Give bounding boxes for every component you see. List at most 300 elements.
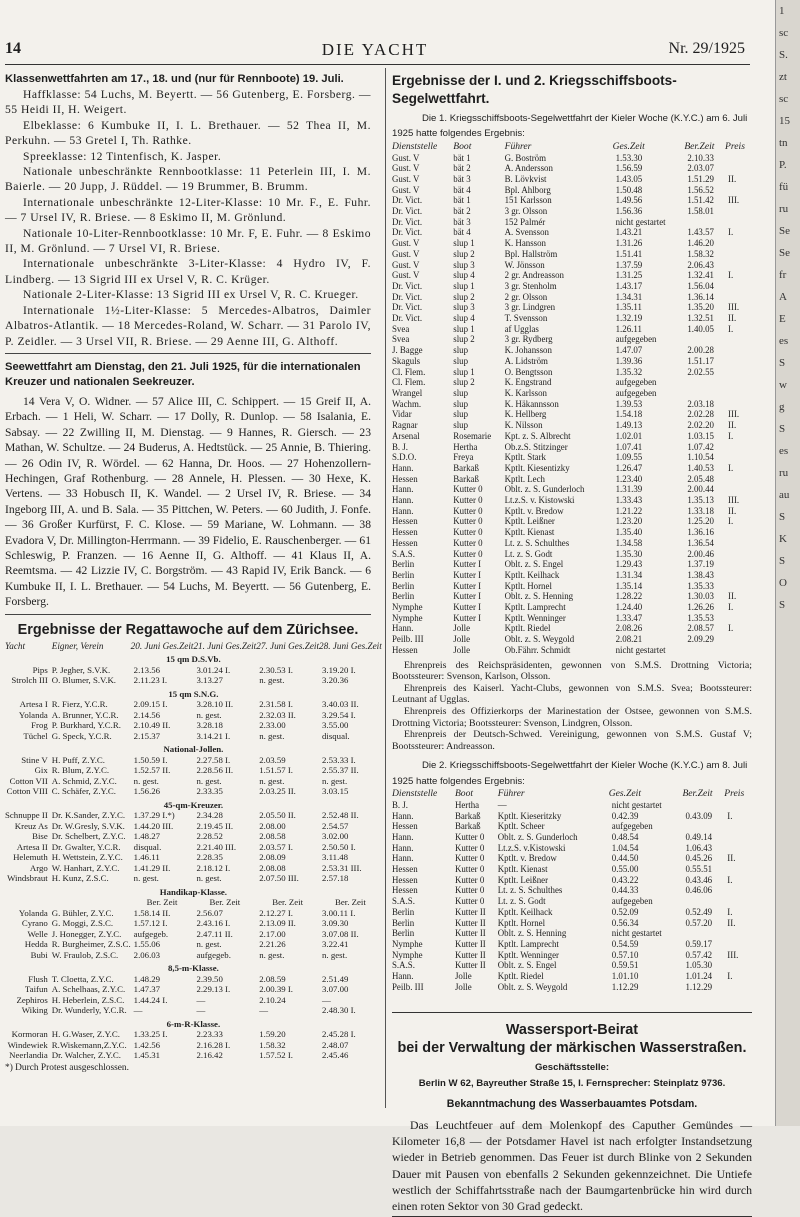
table-cell: Kutter 0: [454, 896, 485, 907]
table-cell: Neerlandia: [9, 1050, 48, 1061]
table-cell: Kutter I: [453, 591, 482, 602]
strip-fragment: sc: [779, 93, 789, 105]
table-cell: —: [196, 994, 206, 1005]
table-cell: Dr. Vict.: [392, 280, 423, 291]
column-header: 28. Juni Ges.Zeit: [319, 640, 382, 651]
table-cell: W. Jönsson: [504, 259, 545, 270]
table-cell: slup 4: [453, 313, 475, 324]
table-cell: Kptlt. Hornel: [497, 917, 546, 928]
table-cell: K. Häkannsson: [504, 398, 559, 409]
table-cell: [724, 960, 752, 971]
table-cell: Oblt. z. S. Weygold: [504, 634, 575, 645]
table-cell: Dr. Wunderly, Y.C.R.: [51, 1005, 127, 1016]
table-cell: Kutter 0: [454, 853, 485, 864]
table-cell: Tüchel: [23, 730, 48, 741]
table-cell: I.: [728, 270, 734, 281]
notice-text: Das Leuchtfeuer auf dem Molenkopf des Caputher Gemündes — Kilometer 16,8 — der Potsdamer Havel ist nach erfolgter Instandsetzung wieder in Betrieb genommen. Das Feuer ist durch Blinke von 2 Sekunden Dauer mit Pausen von ebenfalls 2 Sekunden gekennzeichnet. Die Untiefe westlich der Schiffahrtsstraße nach der Baumgartenbrücke hin wird durch einen roten Sektor von 30 Grad gedeckt.: [392, 1117, 752, 1214]
table-cell: 2.30.53 I.: [259, 664, 293, 675]
table-cell: Kptlt. Wenninger: [497, 949, 559, 960]
table-cell: Taifun: [24, 984, 48, 995]
table-cell: 1.33.18: [687, 505, 714, 516]
table-cell: 1.31.26: [615, 238, 643, 249]
table-cell: Kptlt. Keilhack: [504, 569, 560, 580]
table-cell: [724, 982, 752, 993]
beirat-subtitle: bei der Verwaltung der märkischen Wasserstraßen.: [397, 1040, 747, 1057]
table-cell: 2.56.07: [196, 907, 223, 918]
table-cell: bät 4: [453, 227, 471, 238]
table-cell: 1.44.24 I.: [133, 994, 168, 1005]
table-cell: [725, 388, 752, 399]
table-row: [392, 163, 752, 174]
table-cell: 1.34.31: [615, 291, 643, 302]
table-cell: 1.40.53: [687, 462, 714, 473]
table-cell: Kptlt. Kienast: [504, 527, 555, 538]
class-name: 6-m-R-Klasse.: [166, 1018, 221, 1029]
table-cell: 2.02.20: [687, 420, 714, 431]
table-cell: [725, 570, 752, 581]
table-cell: Kptlt. Kienast: [497, 864, 548, 875]
table-row: [392, 281, 752, 292]
table-cell: 3.07.08 II.: [322, 928, 359, 939]
table-cell: Hessen: [392, 874, 418, 885]
table-row: [392, 623, 752, 634]
page-number: 14: [5, 40, 21, 57]
table-cell: 2.53.31 III.: [322, 862, 362, 873]
table-row: [392, 645, 752, 656]
table-cell: Berlin: [392, 917, 415, 928]
table-row: [5, 699, 382, 710]
table-cell: 1.44.20 III.: [133, 820, 174, 831]
table-cell: 2.51.49: [322, 973, 349, 984]
table-cell: —: [133, 1005, 143, 1016]
table-cell: disqual.: [133, 841, 162, 852]
table-cell: I.: [728, 602, 734, 613]
table-cell: [724, 821, 752, 832]
table-cell: 2.08.59: [259, 973, 286, 984]
table-cell: [725, 581, 752, 592]
table-cell: 1.51.57 I.: [259, 765, 293, 776]
table-row: [392, 853, 752, 864]
table-row: [392, 313, 752, 324]
table-row: [392, 811, 752, 822]
strip-fragment: au: [779, 489, 790, 501]
prize-note: Ehrenpreis des Kaiserl. Yacht-Clubs, gewonnen von S.M.S. Svea; Bootssteurer: Leutnant af Ugglas.: [392, 682, 752, 706]
table-cell: 1.56.52: [687, 184, 714, 195]
table-cell: 1.48.27: [133, 831, 161, 842]
table-cell: 2.54.57: [322, 820, 349, 831]
table-cell: 2.00.39 I.: [259, 984, 293, 995]
table-cell: aufgegeben: [615, 387, 657, 398]
class-name: 15 qm D.S.Vb.: [166, 654, 221, 665]
table-cell: Kutter I: [453, 602, 482, 613]
table-cell: 0.52.09: [611, 906, 639, 917]
table-cell: [684, 377, 725, 388]
table-cell: 1.57.52 I.: [259, 1050, 293, 1061]
table-cell: 2.45.46: [322, 1050, 349, 1061]
table-cell: 2.08.26: [615, 623, 643, 634]
table-cell: 1.49.13: [615, 420, 643, 431]
table-cell: Kutter II: [454, 917, 486, 928]
strip-fragment: ru: [779, 203, 789, 215]
table-row: [392, 153, 752, 164]
table-cell: 1.51.29: [687, 173, 714, 184]
table-cell: 0.55.51: [685, 864, 713, 875]
table-cell: aufgegeb.: [196, 949, 231, 960]
strip-fragment: S: [779, 511, 786, 523]
table-row: [5, 1029, 382, 1040]
table-cell: B. Lövkvist: [504, 173, 547, 184]
table-cell: 0.45.26: [685, 853, 713, 864]
table-cell: Kutter 0: [453, 537, 483, 548]
beirat-section: [392, 1012, 752, 1217]
table-row: [392, 270, 752, 281]
table-row: [392, 217, 752, 228]
prize-note: Ehrenpreis der Deutsch-Schwed. Vereinigung, gewonnen von S.M.S. Gustaf V; Bootssteurer: Andreasson.: [392, 729, 752, 752]
table-cell: W. Fraulob, Z.S.C.: [51, 949, 119, 960]
table-cell: 1.31.25: [615, 270, 643, 281]
table-cell: 1.43.57: [687, 227, 714, 238]
table-cell: Gix: [34, 765, 48, 776]
table-cell: [724, 885, 752, 896]
table-cell: 1.01.24: [685, 971, 713, 982]
magazine-title: DIE YACHT: [321, 40, 429, 59]
table-cell: 1.33.43: [615, 495, 643, 506]
table-cell: III.: [728, 409, 740, 420]
table-cell: 0.48.54: [611, 831, 639, 842]
table-cell: 2.03.18: [687, 398, 714, 409]
table-cell: 2.29.13 I.: [196, 984, 231, 995]
table-cell: [725, 238, 752, 249]
table-cell: [725, 538, 752, 549]
table-cell: 1.04.54: [611, 842, 639, 853]
table-row: [5, 842, 382, 853]
table-cell: T. Svensson: [504, 313, 548, 324]
table-cell: P. Jegher, S.V.K.: [51, 664, 111, 675]
class-row: [5, 797, 382, 811]
table-cell: n. gest.: [259, 675, 285, 686]
class-name: National-Jollen.: [163, 744, 224, 755]
table-cell: Hedda: [24, 939, 48, 950]
table-cell: af Ugglas: [504, 323, 539, 334]
table-cell: Cotton VIII: [6, 786, 48, 797]
table-cell: 1.12.29: [611, 981, 639, 992]
table-cell: Kptlt. Kiesentizky: [504, 462, 570, 473]
table-cell: —: [497, 799, 507, 810]
table-cell: [725, 399, 752, 410]
table-cell: 1.23.40: [615, 473, 643, 484]
table-cell: 2.06.03: [133, 949, 161, 960]
class-name: Handikap-Klasse.: [159, 886, 227, 897]
table-cell: [725, 217, 752, 228]
table-cell: Berlin: [392, 906, 415, 917]
table-cell: Kutter 0: [453, 527, 483, 538]
strip-fragment: Se: [779, 225, 790, 237]
table-cell: 2.10.24: [259, 994, 286, 1005]
table-row: [5, 1050, 382, 1061]
strip-fragment: zt: [779, 71, 787, 83]
table-row: [5, 755, 382, 766]
table-cell: Kptlt. Leißner: [504, 516, 555, 527]
table-cell: [724, 832, 752, 843]
table-cell: 2.10.33: [687, 152, 714, 163]
table-cell: 2.00.44: [687, 484, 714, 495]
table-cell: Kutter II: [454, 928, 486, 939]
table-cell: Ragnar: [392, 420, 418, 431]
table-cell: Yolanda: [18, 907, 48, 918]
table-cell: 2.43.16 I.: [196, 918, 231, 929]
table-cell: 1.35.32: [615, 366, 643, 377]
table-row: [392, 442, 752, 453]
table-cell: 1.26.47: [615, 462, 643, 473]
table-cell: 3.07.00: [322, 984, 349, 995]
table-cell: [725, 442, 752, 453]
table-row: [5, 731, 382, 742]
table-cell: Hann.: [392, 831, 414, 842]
table-cell: Svea: [392, 334, 410, 345]
table-cell: Kutter 0: [453, 484, 483, 495]
table-cell: 3.40.03 II.: [322, 699, 359, 710]
table-cell: Kutter 0: [453, 548, 483, 559]
column-header: Ges.Zeit: [612, 140, 645, 152]
table-cell: 2.00.46: [687, 548, 714, 559]
race1-table-header: [392, 142, 752, 153]
table-cell: [725, 559, 752, 570]
table-row: [392, 506, 752, 517]
table-row: [392, 195, 752, 206]
table-row: [392, 484, 752, 495]
table-cell: n. gest.: [259, 949, 285, 960]
table-cell: 1.58.01: [687, 206, 714, 217]
table-cell: [682, 821, 724, 832]
table-cell: Dr. K.Sander, Z.Y.C.: [51, 810, 126, 821]
table-row: [392, 950, 752, 961]
table-cell: Hertha: [454, 799, 480, 810]
table-cell: S.A.S.: [392, 548, 415, 559]
column-header: Ber.Zeit: [682, 788, 713, 800]
table-row: [392, 581, 752, 592]
table-cell: Frog: [31, 720, 48, 731]
header-rule: [5, 64, 750, 65]
table-cell: Kptlt. Riedel: [497, 971, 544, 982]
table-row: [392, 249, 752, 260]
table-row: [392, 452, 752, 463]
table-cell: Arsenal: [392, 430, 420, 441]
table-cell: 2.05.50 II.: [259, 810, 296, 821]
table-cell: Ob.z.S. Stitzinger: [504, 441, 568, 452]
column-header: Preis: [725, 140, 745, 152]
table-cell: R. Fierz, Y.C.R.: [51, 699, 108, 710]
table-cell: 1.32.51: [687, 313, 714, 324]
table-cell: H. G.Waser, Z.Y.C.: [51, 1029, 120, 1040]
table-cell: I.: [728, 430, 734, 441]
table-cell: Nymphe: [392, 602, 423, 613]
table-cell: Strolch III: [11, 675, 48, 686]
table-row: [5, 863, 382, 874]
table-row: [392, 409, 752, 420]
table-cell: Peilb. III: [392, 981, 424, 992]
table-cell: Jolle: [453, 644, 471, 655]
table-cell: 1.40.05: [687, 323, 714, 334]
table-row: [392, 885, 752, 896]
table-row: [392, 334, 752, 345]
table-cell: 1.52.57 II.: [133, 765, 171, 776]
class-name: 45-qm-Kreuzer.: [163, 799, 224, 810]
table-cell: Kutter 0: [454, 874, 485, 885]
table-cell: [725, 292, 752, 303]
table-cell: II.: [728, 313, 737, 324]
table-cell: aufgegeb.: [133, 928, 169, 939]
table-cell: [725, 452, 752, 463]
table-cell: [725, 474, 752, 485]
table-cell: [684, 334, 725, 345]
column-header: Führer: [497, 788, 525, 800]
table-cell: 2.28.35: [196, 852, 223, 863]
table-cell: Kutter I: [453, 559, 482, 570]
blank-cell: [5, 897, 52, 908]
table-cell: H. Kunz, Z.S.C.: [51, 873, 109, 884]
table-cell: 2.08.00: [259, 820, 286, 831]
table-row: [5, 995, 382, 1006]
table-cell: bät 3: [453, 216, 471, 227]
table-cell: —: [196, 1005, 206, 1016]
table-cell: Lt.z.S. v.Kistowski: [497, 842, 566, 853]
table-cell: bät 4: [453, 184, 471, 195]
table-cell: [724, 800, 752, 811]
table-cell: 1.07.42: [687, 441, 714, 452]
strip-fragment: fü: [779, 181, 789, 193]
table-cell: bät 1: [453, 152, 471, 163]
table-cell: Oblt. z. S. Henning: [497, 928, 567, 939]
table-cell: 2.00.28: [687, 345, 714, 356]
sea-race-entries: 14 Vera V, O. Widner. — 57 Alice III, C. Schippert. — 15 Greif II, A. Erbach. — 1 Heli, W. Scharr. — 17 Dolly, R. Dunlop. — 58 Isalania, E. Sabsay. — 22 Zwilling II, M. Dienstag. — 9 Hannes, R. Giersch. — 23 Mathan, W. Schultze. — 24 Buderus, A. Hedtstück. — 25 Annie, B. Thiering. — 26 Odin IV, R. Wördel. — 62 Hanna, Dr. Hoos. — 27 Hohenzollern-Hechingen, Graf Rothenburg. — 28 Annele, H. Plessen. — 30 Hexe, K. Vertens. — 33 Hobusch II, K. Wandel. — 2 Ursel IV, R. Briese. — 34 Ingeborg III, A. und B. Sala. — 35 Pittchen, W. Peters. — 60 Judith, J. Fonfe. — 36 Großer Kurfürst, F. C. Klose. — 59 Mariane, W. Lohmann. — 38 Evadora V, Dr. Millington-Herrmann. — 39 Fidelio, E. Rauschenberger. — 61 Schleswig, P. Franzen. — 16 Aenne II, G. Althoff. — 41 Klaus II, A. Reemtsma. — 42 Lizzie IV, C. Borgström. — 43 Rapid IV, Erik Banck. — 6 Kumbuke II, I. L. Brethauer. — 54 Luchs, M. Beyertt. — 56 Gutenberg, E. Forsberg.: [5, 394, 371, 609]
table-cell: I.: [728, 516, 734, 527]
table-cell: Kptlt. Hornel: [504, 580, 552, 591]
table-cell: 1.47.07: [615, 345, 643, 356]
table-cell: [725, 345, 752, 356]
table-cell: Kptlt. Lech: [504, 473, 545, 484]
table-cell: K. Hansson: [504, 238, 546, 249]
table-cell: II.: [727, 917, 736, 928]
page-header: [5, 40, 745, 62]
table-cell: 1.35.53: [687, 612, 714, 623]
table-cell: Kptlt. v. Bredow: [497, 853, 557, 864]
table-cell: 1.45.31: [133, 1050, 161, 1061]
column-header: Dienststelle: [392, 788, 438, 800]
table-cell: Gust. V: [392, 238, 420, 249]
table-row: [5, 720, 382, 731]
table-cell: [725, 549, 752, 560]
table-cell: bät 3: [453, 173, 471, 184]
table-cell: O. Blumer, S.V.K.: [51, 675, 117, 686]
strip-fragment: ru: [779, 467, 789, 479]
table-cell: 2.03.59: [259, 754, 286, 765]
table-cell: Kptlt. v. Bredow: [504, 505, 564, 516]
table-cell: Gust. V: [392, 184, 420, 195]
table-cell: 2.53.33 I.: [322, 754, 356, 765]
table-cell: Yolanda: [18, 709, 48, 720]
table-cell: 2.02.55: [687, 366, 714, 377]
column-header: 20. Juni Ges.Zeit: [130, 640, 194, 651]
table-cell: slup: [453, 345, 469, 356]
table-cell: —: [322, 994, 331, 1005]
table-cell: 1.32.41: [687, 270, 714, 281]
footnote: *) Durch Protest ausgeschlossen.: [5, 1062, 129, 1073]
table-cell: 2.18.12 I.: [196, 862, 231, 873]
navy-race-heading: Ergebnisse der I. und 2. Kriegsschiffsboots-Segelwettfahrt.: [392, 73, 677, 106]
table-cell: W. Hanhart, Z.Y.C.: [51, 862, 120, 873]
table-cell: Gust. V: [392, 163, 420, 174]
table-cell: nicht gestartet: [611, 928, 662, 939]
table-cell: n. gest.: [133, 873, 159, 884]
table-cell: 1.25.20: [687, 516, 714, 527]
table-cell: bät 2: [453, 206, 471, 217]
table-cell: III.: [728, 495, 740, 506]
table-cell: [725, 484, 752, 495]
table-cell: 0.59.17: [685, 938, 713, 949]
table-cell: 2.09.15 I.: [133, 699, 168, 710]
table-cell: 0.54.59: [611, 938, 639, 949]
table-cell: Hessen: [392, 473, 418, 484]
table-row: [392, 345, 752, 356]
table-cell: 1.09.55: [615, 452, 643, 463]
table-cell: slup 4: [453, 270, 475, 281]
table-row: [392, 800, 752, 811]
table-cell: slup: [453, 420, 469, 431]
table-cell: 2.34.28: [196, 810, 223, 821]
table-cell: 2.02.28: [687, 409, 714, 420]
table-cell: [724, 864, 752, 875]
table-row: [5, 918, 382, 929]
table-cell: 0.55.00: [611, 864, 639, 875]
table-cell: Hann.: [392, 853, 414, 864]
table-row: [392, 302, 752, 313]
table-cell: 0.49.14: [685, 831, 713, 842]
table-cell: 2.23.33: [196, 1029, 223, 1040]
table-cell: S.A.S.: [392, 960, 415, 971]
table-cell: Kutter II: [454, 938, 486, 949]
table-row: [392, 875, 752, 886]
table-cell: [724, 939, 752, 950]
table-cell: Kptlt. Wenninger: [504, 612, 566, 623]
table-cell: Flush: [28, 973, 48, 984]
table-cell: 1.58.32: [259, 1039, 286, 1050]
table-cell: 2.10.49 II.: [133, 720, 171, 731]
table-cell: Wiking: [21, 1005, 48, 1016]
table-cell: n. gest.: [259, 775, 285, 786]
table-cell: [684, 217, 725, 228]
table-row: [5, 776, 382, 787]
table-cell: R. Burgheimer, Z.S.C.: [51, 939, 131, 950]
table-row: [5, 1005, 382, 1016]
table-cell: 0.42.39: [611, 810, 639, 821]
table-cell: Hessen: [392, 644, 418, 655]
table-cell: Kutter 0: [454, 831, 485, 842]
table-cell: Vidar: [392, 409, 412, 420]
table-cell: Hann.: [392, 505, 414, 516]
table-cell: Oblt. z. S. Gunderloch: [497, 831, 578, 842]
table-cell: Peilb. III: [392, 634, 424, 645]
table-row: [392, 591, 752, 602]
table-row: [5, 929, 382, 940]
table-cell: 2.08.58: [259, 831, 286, 842]
table-cell: 0.46.06: [685, 885, 713, 896]
table-cell: Dr. Vict.: [392, 227, 423, 238]
table-cell: Kutter 0: [454, 842, 485, 853]
table-cell: J. Honegger, Z.Y.C.: [51, 928, 122, 939]
table-cell: Kptlt. Stark: [504, 452, 546, 463]
table-cell: H. Heberlein, Z.S.C.: [51, 994, 125, 1005]
table-cell: K. Karlsson: [504, 387, 547, 398]
